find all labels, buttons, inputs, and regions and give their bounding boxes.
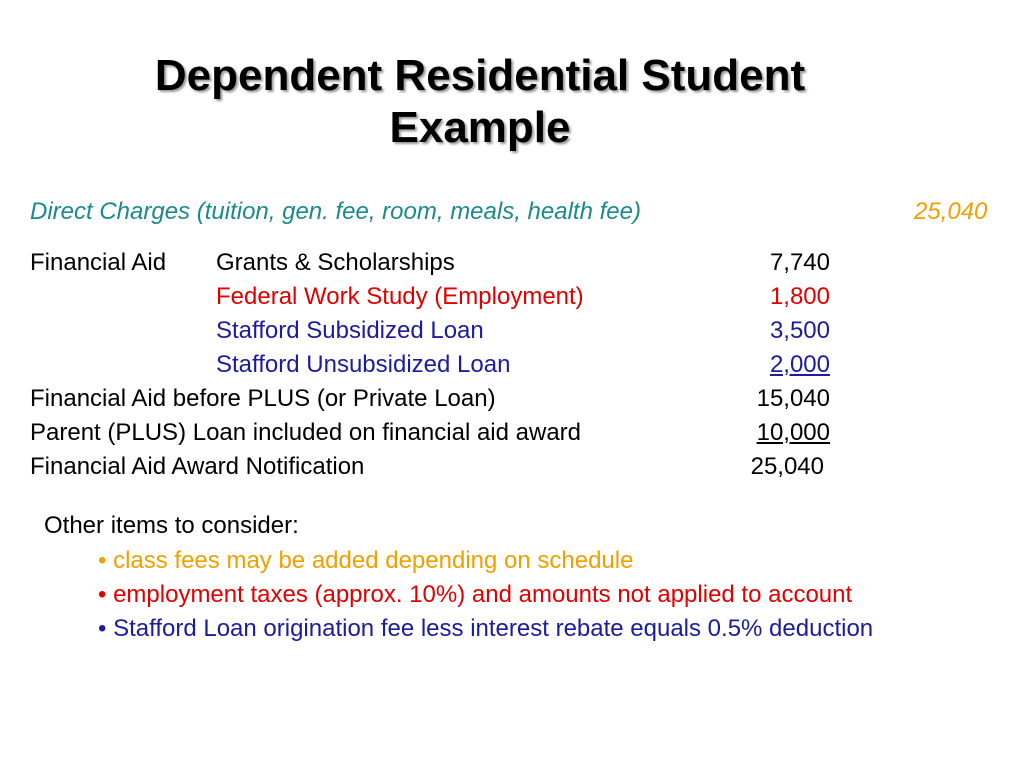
list-item: • Stafford Loan origination fee less interest rebate equals 0.5% deduction [98,615,874,642]
other-items-heading: Other items to consider: [44,512,299,539]
unsubsidized-amount: 2,000 [769,351,830,378]
notification-label: Financial Aid Award Notification [30,453,365,480]
grants-amount: 7,740 [769,249,830,276]
unsubsidized-label: Stafford Unsubsidized Loan [216,351,511,378]
notification-amount: 25,040 [750,453,824,480]
work-study-amount: 1,800 [769,283,830,310]
plus-loan-label: Parent (PLUS) Loan included on financial aid award [30,419,582,446]
before-plus-row [30,384,850,418]
other-items-list [98,546,873,648]
unsubsidized-row [30,350,850,384]
subsidized-amount: 3,500 [769,317,830,344]
subsidized-row [30,316,850,350]
plus-loan-row [30,418,850,452]
before-plus-amount: 15,040 [756,385,830,412]
direct-charges-row [30,198,1010,226]
direct-charges-label: Direct Charges (tuition, gen. fee, room, meals, health fee) [30,198,641,225]
work-study-label: Federal Work Study (Employment) [216,283,584,310]
list-item: • employment taxes (approx. 10%) and amounts not applied to account [98,581,853,608]
grants-label: Grants & Scholarships [216,249,455,276]
plus-loan-amount: 10,000 [756,419,830,446]
financial-aid-label: Financial Aid [30,249,167,276]
subsidized-label: Stafford Subsidized Loan [216,317,484,344]
work-study-row [30,282,850,316]
direct-charges-amount: 25,040 [914,198,988,225]
before-plus-label: Financial Aid before PLUS (or Private Loan) [30,385,496,412]
title-line-1: Dependent Residential Student [154,51,806,100]
list-item: • class fees may be added depending on schedule [98,547,634,574]
notification-row [30,452,850,486]
slide-title [60,50,900,154]
title-line-2: Example [389,103,571,152]
grants-row [30,248,850,282]
